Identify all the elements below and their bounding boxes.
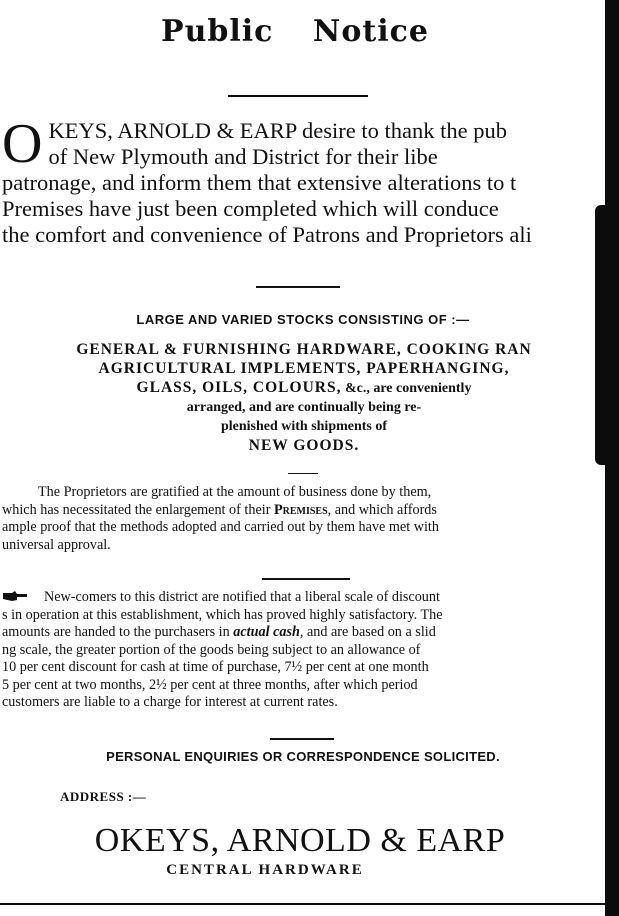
address-label: ADDRESS :— (60, 789, 147, 804)
stocks-line-2: AGRICULTURAL IMPLEMENTS, PAPERHANGING, (98, 360, 510, 377)
stocks-heading: LARGE AND VARIED STOCKS CONSISTING OF :— (136, 312, 470, 327)
intro-line-5: the comfort and convenience of Patrons and Proprietors ali (2, 222, 532, 247)
drop-cap: O (2, 118, 43, 175)
intro-paragraph (2, 118, 602, 248)
proprietors-line-1: The Proprietors are gratified at the amount of business done by them, (38, 484, 432, 500)
firm-name: OKEYS, ARNOLD & EARP (94, 822, 506, 859)
intro-line-1: KEYS, ARNOLD & EARP desire to thank the pub (48, 118, 507, 143)
stocks-line-6: NEW GOODS. (248, 437, 360, 454)
proprietors-line-4: universal approval. (2, 536, 111, 553)
intro-rule (256, 286, 340, 288)
proprietors-line-2a: which has necessitated the enlargement of their (2, 501, 274, 518)
stocks-line-3 (2, 378, 606, 398)
intro-line-2: of New Plymouth and District for their libe (48, 144, 438, 169)
stocks-line-1: GENERAL & FURNISHING HARDWARE, COOKING RAN (76, 341, 532, 358)
newcomers-line-3c: , and are based on a slid (299, 624, 436, 640)
stocks-line-5: plenished with shipments of (220, 419, 388, 434)
proprietors-line-2c: , and which affords (327, 501, 437, 518)
newcomers-line-4: ng scale, the greater portion of the goods being subject to an allowance of (2, 641, 421, 658)
newcomers-line-1-text: New-comers to this district are notified that a liberal scale of discount (44, 589, 440, 605)
intro-line-3: patronage, and inform them that extensive alterations to t (2, 170, 517, 195)
bottom-rule (0, 903, 605, 905)
newcomers-line-5: 10 per cent discount for cash at time of purchase, 7½ per cent at one month (2, 659, 429, 675)
newcomers-line-2: s in operation at this establishment, which has proved highly satisfactory. The (2, 606, 443, 623)
newcomers-line-1 (2, 589, 606, 607)
stocks-rule (288, 473, 318, 474)
intro-line-4: Premises have just been completed which will conduce (2, 196, 499, 221)
enquiries-line: PERSONAL ENQUIRIES OR CORRESPONDENCE SOLICITED. (106, 749, 500, 764)
newcomers-paragraph (2, 589, 606, 712)
notice-title (0, 14, 590, 49)
stocks-line-3-caps: GLASS, OILS, COLOURS, (136, 379, 342, 396)
newcomers-line-3a: amounts are handed to the purchasers in (2, 624, 234, 640)
title-rule (228, 95, 368, 97)
newcomers-rule (270, 738, 334, 740)
proprietors-premises: Premises (273, 501, 328, 518)
stocks-line-3-rest: &c., are conveniently (341, 381, 472, 396)
newcomers-line-7: customers are liable to a charge for interest at current rates. (2, 694, 338, 710)
stocks-line-4: arranged, and are continually being re- (186, 400, 422, 415)
pointing-hand-icon (2, 590, 28, 602)
proprietors-line-3: ample proof that the methods adopted and carried out by them have met with (2, 519, 439, 535)
proprietors-rule (262, 578, 350, 580)
title-word-public: Public (161, 14, 274, 49)
stocks-list (2, 340, 606, 455)
proprietors-paragraph (2, 484, 606, 554)
firm-subtitle: CENTRAL HARDWARE (166, 862, 364, 878)
proprietors-line-2 (2, 502, 606, 520)
newcomers-line-6: 5 per cent at two months, 2½ per cent at three months, after which period (2, 676, 418, 693)
title-word-notice: Notice (312, 14, 429, 49)
newcomers-actual-cash: actual cash (233, 624, 300, 640)
newcomers-line-3 (2, 624, 606, 642)
